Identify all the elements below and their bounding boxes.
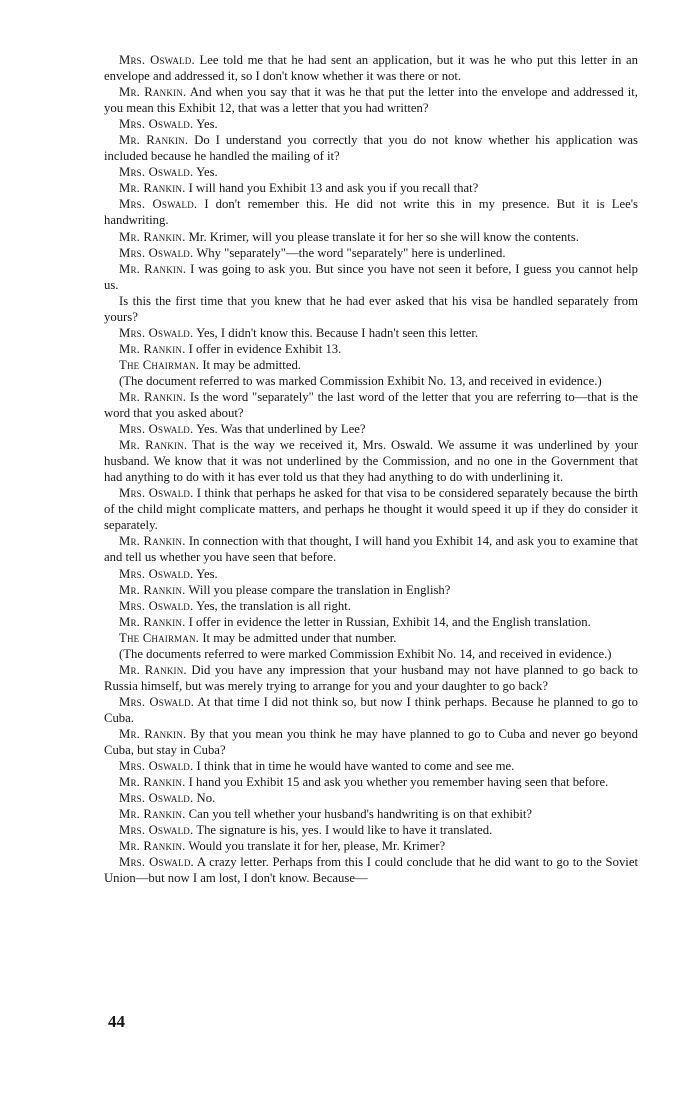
speech-text: No.: [196, 791, 216, 806]
transcript-paragraph: [104, 245, 638, 261]
speech-text: Yes.: [196, 117, 218, 132]
speech-text: Yes. Was that underlined by Lee?: [196, 422, 366, 437]
speech-text: I don't remember this. He did not write this in my presence. But it is Lee's handwriting.: [104, 197, 638, 228]
page-number: 44: [108, 1012, 125, 1031]
speech-text: Yes.: [196, 165, 218, 180]
speaker-name: The Chairman.: [119, 357, 200, 372]
speaker-name: Mr. Rankin.: [119, 261, 187, 276]
speaker-name: Mr. Rankin.: [119, 534, 186, 549]
speaker-name: Mrs. Oswald.: [119, 117, 194, 132]
speaker-name: Mr. Rankin.: [119, 662, 187, 677]
transcript-paragraph: [104, 180, 638, 196]
transcript-paragraph: [104, 132, 638, 164]
speaker-name: Mrs. Oswald.: [119, 759, 194, 774]
speech-text: I offer in evidence the letter in Russian, Exhibit 14, and the English translation.: [188, 614, 591, 629]
transcript-paragraph: [104, 485, 638, 533]
speaker-name: Mrs. Oswald.: [119, 245, 194, 260]
transcript-body: [104, 52, 638, 886]
speech-text: Would you translate it for her, please, Mr. Krimer?: [188, 839, 446, 854]
transcript-paragraph: [104, 261, 638, 293]
speaker-name: Mrs. Oswald.: [119, 566, 194, 581]
transcript-paragraph: [104, 822, 638, 838]
speaker-name: Mr. Rankin.: [119, 389, 187, 404]
transcript-paragraph: [104, 373, 638, 389]
speaker-name: Mrs. Oswald.: [119, 53, 195, 67]
speaker-name: Mrs. Oswald.: [119, 823, 194, 838]
speaker-name: Mrs. Oswald.: [119, 325, 194, 340]
transcript-paragraph: [104, 854, 638, 886]
speech-text: Lee told me that he had sent an application, but it was he who put this letter in an envelope and addressed it, so I don't know whether it was there or not.: [104, 53, 639, 84]
speaker-name: Mr. Rankin.: [119, 85, 187, 100]
speaker-name: Mrs. Oswald.: [119, 694, 195, 709]
transcript-paragraph: [104, 598, 638, 614]
transcript-paragraph: [104, 357, 638, 373]
transcript-paragraph: [104, 229, 638, 245]
transcript-paragraph: [104, 694, 638, 726]
speech-text: Why "separately"—the word "separately" here is underlined.: [196, 245, 506, 260]
transcript-paragraph: [104, 806, 638, 822]
speech-text: At that time I did not think so, but now I think perhaps. Because he planned to go to Cuba.: [104, 694, 638, 725]
speech-text: I think that in time he would have wanted to come and see me.: [196, 759, 515, 774]
speech-text: Will you please compare the translation in English?: [188, 582, 451, 597]
speech-text: Is the word "separately" the last word of the letter that you are referring to—that is the word that you asked about?: [104, 389, 639, 421]
speech-text: A crazy letter. Perhaps from this I could conclude that he did want to go to the Soviet Union—but now I am lost, I don't know. Because—: [104, 855, 638, 886]
speaker-name: Mr. Rankin.: [119, 775, 186, 790]
speaker-name: Mr. Rankin.: [119, 229, 186, 244]
speaker-name: Mrs. Oswald.: [119, 422, 194, 437]
speech-text: I will hand you Exhibit 13 and ask you if you recall that?: [188, 181, 479, 196]
speaker-name: Mrs. Oswald.: [119, 855, 194, 870]
speaker-name: Mrs. Oswald.: [119, 197, 198, 212]
transcript-paragraph: [104, 646, 638, 662]
transcript-paragraph: [104, 582, 638, 598]
speaker-name: Mr. Rankin.: [119, 438, 188, 453]
speech-text: In connection with that thought, I will hand you Exhibit 14, and ask you to examine that and tell us whether you have seen that before.: [104, 534, 638, 565]
speaker-name: Mr. Rankin.: [119, 133, 189, 148]
speaker-name: Mrs. Oswald.: [119, 486, 194, 501]
transcript-paragraph: [104, 630, 638, 646]
speech-text: (The document referred to was marked Commission Exhibit No. 13, and received in evidence.): [119, 373, 602, 388]
speech-text: (The documents referred to were marked Commission Exhibit No. 14, and received in evidence.): [119, 646, 612, 661]
speech-text: I think that perhaps he asked for that visa to be considered separately because the birth of the child might complicate matters, and perhaps he thought it would speed it up if they do consider it separately.: [104, 486, 638, 533]
transcript-paragraph: [104, 84, 638, 116]
speaker-name: Mr. Rankin.: [119, 181, 186, 196]
speech-text: I hand you Exhibit 15 and ask you whether you remember having seen that before.: [188, 775, 609, 790]
transcript-paragraph: [104, 437, 638, 485]
speech-text: Yes, I didn't know this. Because I hadn't seen this letter.: [196, 325, 479, 340]
transcript-paragraph: [104, 325, 638, 341]
speaker-name: Mrs. Oswald.: [119, 165, 194, 180]
transcript-paragraph: [104, 774, 638, 790]
speech-text: Yes.: [196, 566, 218, 581]
speech-text: And when you say that it was he that put the letter into the envelope and addressed it, you mean this Exhibit 12, that was a letter that you had written?: [104, 85, 638, 116]
speech-text: Yes, the translation is all right.: [196, 598, 351, 613]
speaker-name: Mr. Rankin.: [119, 726, 187, 741]
speech-text: The signature is his, yes. I would like to have it translated.: [196, 823, 493, 838]
transcript-paragraph: [104, 52, 638, 84]
speech-text: Is this the first time that you knew that he had ever asked that his visa be handled separately from yours?: [104, 293, 638, 324]
speaker-name: Mrs. Oswald.: [119, 598, 194, 613]
speech-text: Can you tell whether your husband's handwriting is on that exhibit?: [188, 807, 533, 822]
transcript-paragraph: [104, 116, 638, 132]
speech-text: I offer in evidence Exhibit 13.: [188, 341, 342, 356]
speech-text: Mr. Krimer, will you please translate it for her so she will know the contents.: [188, 229, 579, 244]
speaker-name: Mr. Rankin.: [119, 839, 186, 854]
speech-text: That is the way we received it, Mrs. Oswald. We assume it was underlined by your husband. We know that it was not underlined by the Commission, and no one in the Government that had anything to do with it has ever told us that they had anything to do with underlining it.: [104, 438, 638, 485]
speaker-name: Mr. Rankin.: [119, 807, 186, 822]
transcript-paragraph: [104, 614, 638, 630]
speech-text: Do I understand you correctly that you do not know whether his application was included because he handled the mailing of it?: [104, 133, 638, 164]
transcript-paragraph: [104, 662, 638, 694]
speech-text: By that you mean you think he may have planned to go to Cuba and never go beyond Cuba, but stay in Cuba?: [104, 726, 638, 758]
transcript-paragraph: [104, 533, 638, 565]
speech-text: It may be admitted under that number.: [202, 630, 397, 645]
transcript-paragraph: [104, 389, 638, 421]
transcript-paragraph: [104, 726, 638, 758]
transcript-paragraph: [104, 758, 638, 774]
speech-text: Did you have any impression that your husband may not have planned to go back to Russia himself, but was merely trying to arrange for you and your daughter to go back?: [104, 662, 638, 693]
transcript-paragraph: [104, 341, 638, 357]
transcript-paragraph: [104, 164, 638, 180]
transcript-paragraph: [104, 421, 638, 437]
speech-text: I was going to ask you. But since you have not seen it before, I guess you cannot help us.: [104, 261, 638, 292]
transcript-paragraph: [104, 790, 638, 806]
transcript-paragraph: [104, 293, 638, 325]
speaker-name: Mr. Rankin.: [119, 614, 186, 629]
transcript-paragraph: [104, 196, 638, 228]
speaker-name: Mr. Rankin.: [119, 341, 186, 356]
speaker-name: The Chairman.: [119, 630, 200, 645]
speech-text: It may be admitted.: [202, 357, 301, 372]
speaker-name: Mrs. Oswald.: [119, 791, 194, 806]
transcript-paragraph: [104, 566, 638, 582]
transcript-paragraph: [104, 838, 638, 854]
speaker-name: Mr. Rankin.: [119, 582, 186, 597]
